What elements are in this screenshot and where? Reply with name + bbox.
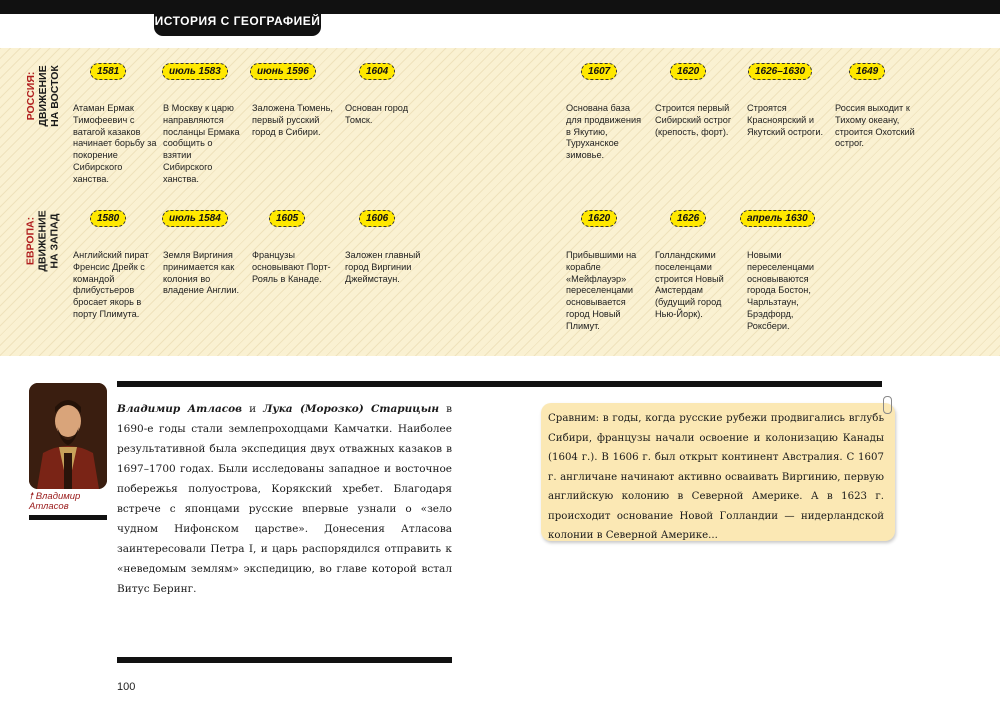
europe-date-1580: 1580 (90, 210, 126, 227)
europe-date-jul-1584: июль 1584 (162, 210, 228, 227)
bottom-rule (117, 657, 452, 663)
europe-event-1605: Французы основывают Порт-Рояль в Канаде. (252, 250, 331, 284)
russia-event-1604: Основан город Томск. (345, 103, 409, 125)
europe-event-1630: Новыми переселенцами основываются города Бостон, Чарльзтаун, Брэдфорд, Роксбери. (747, 250, 815, 331)
europe-event-1626: Голландскими поселенцами строится Новый Амстердам (будущий город Нью-Йорк). (655, 250, 724, 319)
portrait-rule (29, 515, 107, 520)
europe-date-apr-1630: апрель 1630 (740, 210, 815, 227)
russia-date-1620: 1620 (670, 63, 706, 80)
europe-date-1606: 1606 (359, 210, 395, 227)
section-title: ИСТОРИЯ С ГЕОГРАФИЕЙ (154, 6, 321, 36)
europe-event-1620: Прибывшими на корабле «Мейфлауэр» переселенцами основывается город Новый Плимут. (566, 250, 637, 331)
article-text (117, 399, 452, 599)
russia-row-label (26, 62, 60, 130)
russia-label-line3: НА ВОСТОК (49, 65, 61, 127)
callout-text: Сравним: в годы, когда русские рубежи продвигались вглубь Сибири, французы начали освоение и колонизацию Канады (1604 г.). В 1606 г. был открыт континент Австралия. С 1607 г. англичане начинают активно осваивать Виргинию, первую английскую колонию в Северной Америке. А в 1623 г. происходит основание Новой Голландии — нидерландской колонии в Северной Америке... (548, 413, 884, 541)
caption-line2: Атласов (29, 501, 69, 512)
europe-event-1584: Земля Виргиния принимается как колония во владение Англии. (163, 250, 240, 296)
europe-row-label (26, 207, 60, 275)
top-rule (117, 381, 882, 387)
europe-date-1620: 1620 (581, 210, 617, 227)
caption-arrow-icon: 🠕 (29, 491, 34, 502)
page-number: 100 (117, 681, 136, 693)
europe-event-1580: Английский пират Френсис Дрейк с командой флибустьеров бросает якорь в порту Плимута. (73, 250, 149, 319)
russia-date-1607: 1607 (581, 63, 617, 80)
russia-date-jul-1583: июль 1583 (162, 63, 228, 80)
russia-event-1596: Заложена Тюмень, первый русский город в Сибири. (252, 103, 333, 137)
article-name1: Владимир Атласов (117, 403, 243, 415)
europe-event-1606: Заложен главный город Виргинии Джеймстаун. (345, 250, 421, 284)
caption-line1: Владимир (35, 491, 81, 502)
russia-date-1649: 1649 (849, 63, 885, 80)
russia-date-1604: 1604 (359, 63, 395, 80)
europe-date-1605: 1605 (269, 210, 305, 227)
portrait-illustration (29, 383, 107, 489)
paperclip-icon (883, 396, 892, 414)
russia-date-jun-1596: июнь 1596 (250, 63, 316, 80)
russia-event-1620: Строится первый Сибирский острог (крепость, форт). (655, 103, 732, 137)
europe-label-line2: ДВИЖЕНИЕ (37, 210, 49, 272)
article-body: в 1690-е годы стали землепроходцами Камчатки. Наиболее результативной была экспедиция двух отважных казаков в 1697–1700 годах. Были исследованы западное и восточное побережья полуострова, Корякский хребет. Благодаря встрече с японцами русские впервые узнали о «зело чудном Нифонском царстве». Донесения Атласова заинтересовали Петра I, и царь распорядился отправить к «неведомым землям» экспедицию, во главе которой встал Витус Беринг. (117, 403, 453, 595)
europe-date-1626: 1626 (670, 210, 706, 227)
russia-event-1583: В Москву к царю направляются посланцы Ермака сообщить о взятии Сибирского ханства. (163, 103, 240, 184)
russia-event-1649: Россия выходит к Тихому океану, строится Охотский острог. (835, 103, 915, 149)
russia-label-line2: ДВИЖЕНИЕ (37, 65, 49, 127)
europe-label-line1: ЕВРОПА: (25, 216, 37, 266)
russia-event-1607: Основана база для продвижения в Якутию, Туруханское зимовье. (566, 103, 642, 161)
portrait-image (29, 383, 107, 489)
russia-event-1581: Атаман Ермак Тимофеевич с ватагой казаков начинает борьбу за покорение Сибирского ханства. (73, 103, 157, 184)
russia-date-1581: 1581 (90, 63, 126, 80)
russia-label-line1: РОССИЯ: (25, 71, 37, 121)
russia-event-1626-1630: Строятся Красноярский и Якутский остроги. (747, 103, 824, 137)
article-name2: Лука (Морозко) Старицын (263, 403, 440, 415)
top-bar (0, 0, 1000, 14)
russia-date-1626-1630: 1626–1630 (748, 63, 812, 80)
article-and: и (242, 403, 264, 415)
europe-label-line3: НА ЗАПАД (49, 213, 61, 269)
portrait-caption (29, 492, 109, 512)
